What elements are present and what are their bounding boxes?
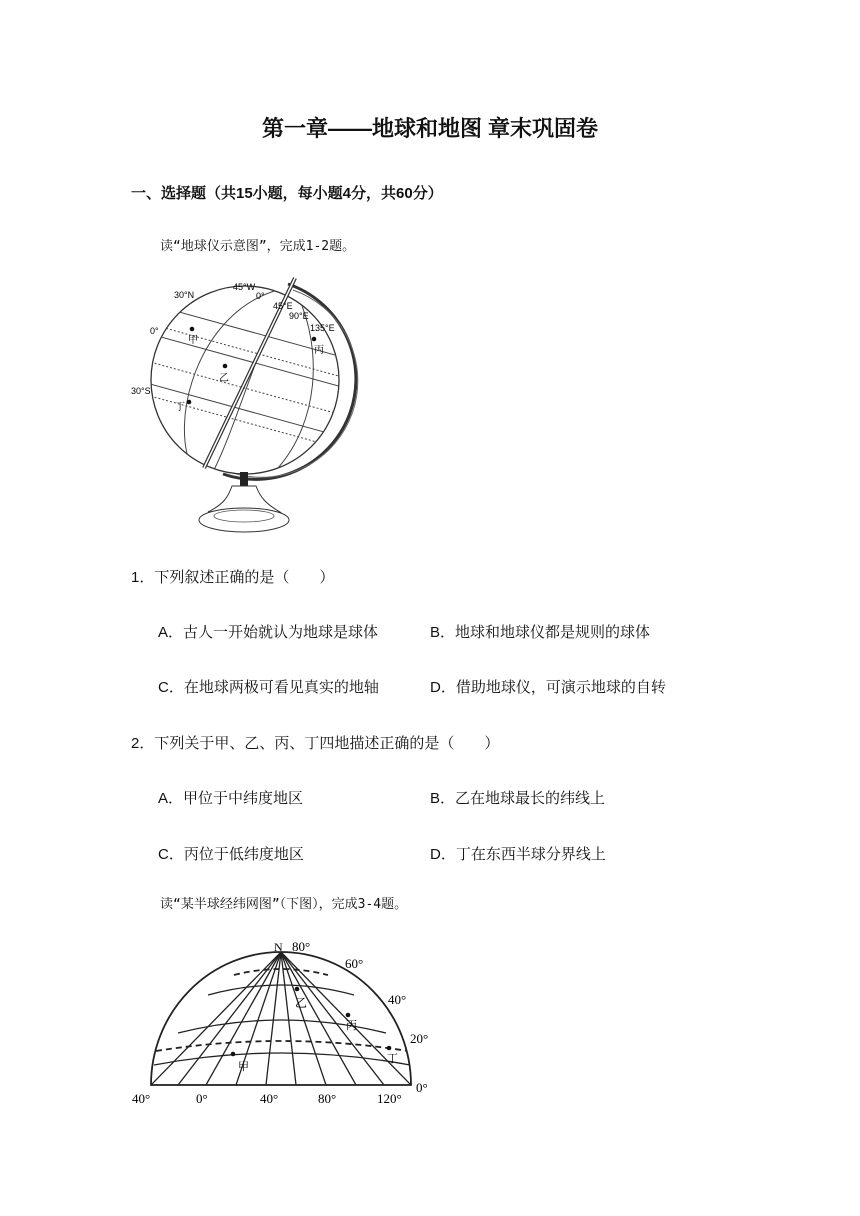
label-n: N [274,940,283,954]
q1-option-a[interactable]: A．古人一开始就认为地球是球体 [158,624,379,641]
label-lat0: 0° [416,1080,428,1095]
label-45w: 45°W [233,282,256,292]
intro-globe: 读“地球仪示意图”，完成1-2题。 [160,239,356,254]
label-yi: 乙 [219,373,229,384]
label-lon40: 40° [260,1091,279,1106]
label-lon80: 80° [318,1091,337,1106]
label-lon0: 0° [256,291,265,301]
label-135e: 135°E [310,323,335,333]
label-90e: 90°E [289,311,309,321]
q1-option-d[interactable]: D．借助地球仪，可演示地球的自转 [430,679,666,696]
label-lon0: 0° [196,1091,208,1106]
label-lat60: 60° [345,956,364,971]
point-jia [190,327,195,332]
point-ding [187,400,192,405]
label-lon40w: 40° [132,1091,151,1106]
section-heading: 一、选择题（共15小题，每小题4分，共60分） [131,185,443,202]
intro-hemisphere: 读“某半球经纬网图”（下图），完成3-4题。 [160,897,408,912]
stand-neck [240,472,248,486]
q2-option-b[interactable]: B．乙在地球最长的纬线上 [430,790,606,807]
point-bing [312,337,317,342]
label-bing: 丙 [346,1020,357,1032]
label-30s: 30°S [131,386,151,396]
point-ding [387,1046,392,1051]
q1-option-b[interactable]: B．地球和地球仪都是规则的球体 [430,624,651,641]
label-jia: 甲 [188,335,198,346]
label-ding: 丁 [175,402,185,413]
label-lat40: 40° [388,992,407,1007]
hemisphere-figure [128,935,438,1115]
q2-option-d[interactable]: D．丁在东西半球分界线上 [430,846,606,863]
point-jia [231,1052,236,1057]
hemisphere-outline [151,952,411,1085]
question-2-stem: 2．下列关于甲、乙、丙、丁四地描述正确的是（ ） [131,735,500,752]
q1-option-c[interactable]: C．在地球两极可看见真实的地轴 [158,679,379,696]
point-yi [295,987,300,992]
stand-base [199,508,289,532]
label-30n: 30°N [174,290,195,300]
q2-option-c[interactable]: C．丙位于低纬度地区 [158,846,304,863]
question-1-stem: 1．下列叙述正确的是（ ） [131,569,335,586]
label-jia: 甲 [238,1061,249,1073]
label-lat0: 0° [150,326,159,336]
label-lat80: 80° [292,939,311,954]
point-bing [346,1013,351,1018]
q2-option-a[interactable]: A．甲位于中纬度地区 [158,790,304,807]
point-yi [223,364,228,369]
page-title: 第一章——地球和地图 章末巩固卷 [261,116,599,141]
label-lon120: 120° [377,1091,402,1106]
label-ding: 丁 [387,1053,398,1065]
label-bing: 丙 [314,345,324,356]
globe-figure [128,272,360,542]
label-lat20: 20° [410,1031,429,1046]
label-45e: 45°E [273,301,293,311]
label-yi: 乙 [295,996,308,1010]
